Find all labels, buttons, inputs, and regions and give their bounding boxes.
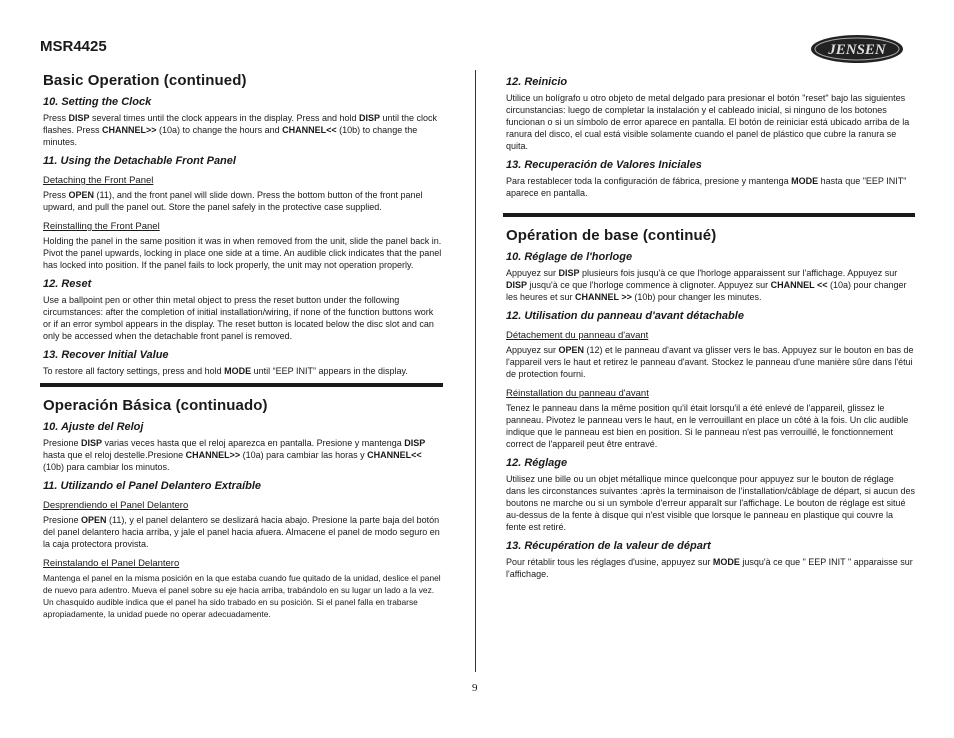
heading-ajuste-reloj: 10. Ajuste del Reloj <box>43 421 144 433</box>
heading-reinicio: 12. Reinicio <box>506 76 568 88</box>
heading-recuperation: 13. Récupération de la valeur de départ <box>506 540 711 552</box>
bold-term: CHANNEL >> <box>575 292 632 302</box>
heading-reglage: 12. Réglage <box>506 457 568 469</box>
heading-reglage-horloge: 10. Réglage de l'horloge <box>506 251 633 263</box>
para-recuperation: Pour rétablir tous les réglages d'usine, appuyez sur MODE jusqu'à ce que " EEP INIT " apparaisse sur l'affichage. <box>506 557 913 579</box>
bold-term: CHANNEL<< <box>367 450 422 460</box>
subheading-desprendiendo: Desprendiendo el Panel Delantero <box>43 500 189 511</box>
section-title-es: Operación Básica (continuado) <box>43 397 268 414</box>
subheading-reinstalling: Reinstalling the Front Panel <box>43 221 160 232</box>
para-reglage-horloge: Appuyez sur DISP plusieurs fois jusqu'à ce que l'horloge apparaissent sur l'affichage. Appuyez sur DISP jusqu'à ce que l'horloge commence à clignoter. Appuyez sur CHANNEL << (10a) pour changer les heures et sur CHANNEL >> (10b) pour changer les minutes. <box>506 268 907 302</box>
heading-panel-extraible: 11. Utilizando el Panel Delantero Extraíble <box>43 480 262 492</box>
section-divider <box>40 383 443 387</box>
heading-setting-clock: 10. Setting the Clock <box>43 96 152 108</box>
para-reinstalando: Mantenga el panel en la misma posición en la que estaba cuando fue quitado de la unidad, deslice el panel de nuevo para adentro. Mueva el panel sobre su eje hacia arriba, trabándolo en su lugar un lado a la vez. Un chasquido audible indica que el panel ha sido trabado en su posición. Si el panel falla en trabarse apropiadamente, la unidad puede no operar adecuadamente. <box>43 573 441 619</box>
bold-term: MODE <box>712 557 740 567</box>
column-divider <box>475 70 476 672</box>
para-reinicio: Utilice un bolígrafo u otro objeto de metal delgado para presionar el botón "reset" bajo las siguientes circunstancias: luego de completar la instalación y el cableado inicial, si ninguno de los botones funcionan o si un símbolo de error aparece en pantalla. El botón de reiniciar está ubicado arriba de la ranura del disco, el cual está visible solamente cuando el panel de plástico que cubre la ranura se quita. <box>506 93 910 151</box>
para-ajuste-reloj: Presione DISP varias veces hasta que el reloj aparezca en pantalla. Presione y mantenga DISP hasta que el reloj destelle.Presione CHANNEL>> (10a) para cambiar las horas y CHANNEL<< (10b) para cambiar los minutos. <box>43 438 426 472</box>
para-recuperacion: Para restablecer toda la configuración de fábrica, presione y mantenga MODE hasta que "EEP INIT" aparece en pantalla. <box>506 176 907 198</box>
jensen-logo <box>810 34 904 64</box>
subheading-detachement: Détachement du panneau d'avant <box>506 330 649 341</box>
heading-detachable-panel: 11. Using the Detachable Front Panel <box>43 155 236 167</box>
bold-term: CHANNEL>> <box>185 450 241 460</box>
subheading-reinstalando: Reinstalando el Panel Delantero <box>43 558 180 569</box>
bold-term: DISP <box>506 280 528 290</box>
heading-recuperacion: 13. Recuperación de Valores Iniciales <box>506 159 702 171</box>
logo-text: JENSEN <box>828 42 886 58</box>
subheading-reinstallation: Réinstallation du panneau d'avant <box>506 388 649 399</box>
bold-term: DISP <box>68 113 90 123</box>
para-recover: To restore all factory settings, press and hold MODE until “EEP INIT” appears in the display. <box>43 366 408 376</box>
bold-term: OPEN <box>558 345 585 355</box>
section-divider <box>503 213 915 217</box>
bold-term: DISP <box>404 438 426 448</box>
heading-reset: 12. Reset <box>43 278 92 290</box>
heading-panneau-detachable: 12. Utilisation du panneau d'avant détachable <box>506 310 744 322</box>
bold-term: CHANNEL << <box>770 280 828 290</box>
page-number: 9 <box>472 682 478 694</box>
section-title-en: Basic Operation (continued) <box>43 72 247 89</box>
para-reinstallation: Tenez le panneau dans la même position qu'il était lorsqu'il a été enlevé de l'appareil, glissez le panneau. Pivotez le panneau vers le haut, en le verrouillant en place un côté à la fois. Un clic audible indique que le panneau est bien en position. Si le panneau n'est pas verrouillé, le fonctionnement correct de l'appareil peut être entravé. <box>506 403 909 449</box>
right-column <box>506 72 915 586</box>
left-column <box>43 72 443 626</box>
section-title-fr: Opération de base (continué) <box>506 227 717 244</box>
bold-term: MODE <box>791 176 819 186</box>
bold-term: OPEN <box>68 190 95 200</box>
para-setting-clock: Press DISP several times until the clock appears in the display. Press and hold DISP until the clock flashes. Press CHANNEL>> (10a) to change the hours and CHANNEL<< (10b) to change the minutes. <box>43 113 438 147</box>
para-detaching: Press OPEN (11), and the front panel will slide down. Press the bottom button of the front panel upward, and pull the panel out. Store the panel safely in the protective case supplied. <box>43 190 423 212</box>
para-detachement: Appuyez sur OPEN (12) et le panneau d'avant va glisser vers le bas. Appuyez sur le bouton en bas de l'appareil vers le haut et retirez le panneau d'avant. Stockez le panneau d'une manière sûre dans l'étui de protection fourni. <box>506 345 914 379</box>
bold-term: OPEN <box>81 515 107 525</box>
para-desprendiendo: Presione OPEN (11), y el panel delantero se deslizará hacia abajo. Presione la parte baja del botón del panel delantero hacia arriba, y jale el panel hacia afuera. Almacene el panel de modo seguro en la caja protectora provista. <box>43 515 440 549</box>
para-reglage: Utilisez une bille ou un objet métallique mince quelconque pour appuyez sur le bouton de réglage dans les circonstances suivantes :après la terminaison de l'installation/câblage de départ, si aucun des boutons ne marche ou si un symbole d'erreur apparaît sur l'affichage. Le bouton de réglage est situé au-dessus de la fente à disque qui n'est visible que lorsque le panneau en plastique qui couvre la fente est retiré. <box>506 474 915 532</box>
para-reinstalling: Holding the panel in the same position it was in when removed from the unit, slide the panel back in. Pivot the panel upwards, locking in place one side at a time. An audible click indicates that the panel has locked into position. If the panel fails to lock properly, the unit may not operation properly. <box>43 236 442 270</box>
bold-term: DISP <box>359 113 381 123</box>
model-number: MSR4425 <box>40 38 107 55</box>
bold-term: MODE <box>224 366 252 376</box>
bold-term: DISP <box>558 268 580 278</box>
subheading-detaching: Detaching the Front Panel <box>43 175 154 186</box>
para-reset: Use a ballpoint pen or other thin metal object to press the reset button under the following circumstances: after the completion of initial installation/wiring, if none of the function buttons work or if an error symbol appears in the display. The reset button is located below the disc slot and can only be accessed when the detachable front panel is removed. <box>43 295 434 341</box>
heading-recover: 13. Recover Initial Value <box>43 349 169 361</box>
bold-term: CHANNEL<< <box>282 125 337 135</box>
bold-term: DISP <box>81 438 103 448</box>
bold-term: CHANNEL>> <box>102 125 157 135</box>
